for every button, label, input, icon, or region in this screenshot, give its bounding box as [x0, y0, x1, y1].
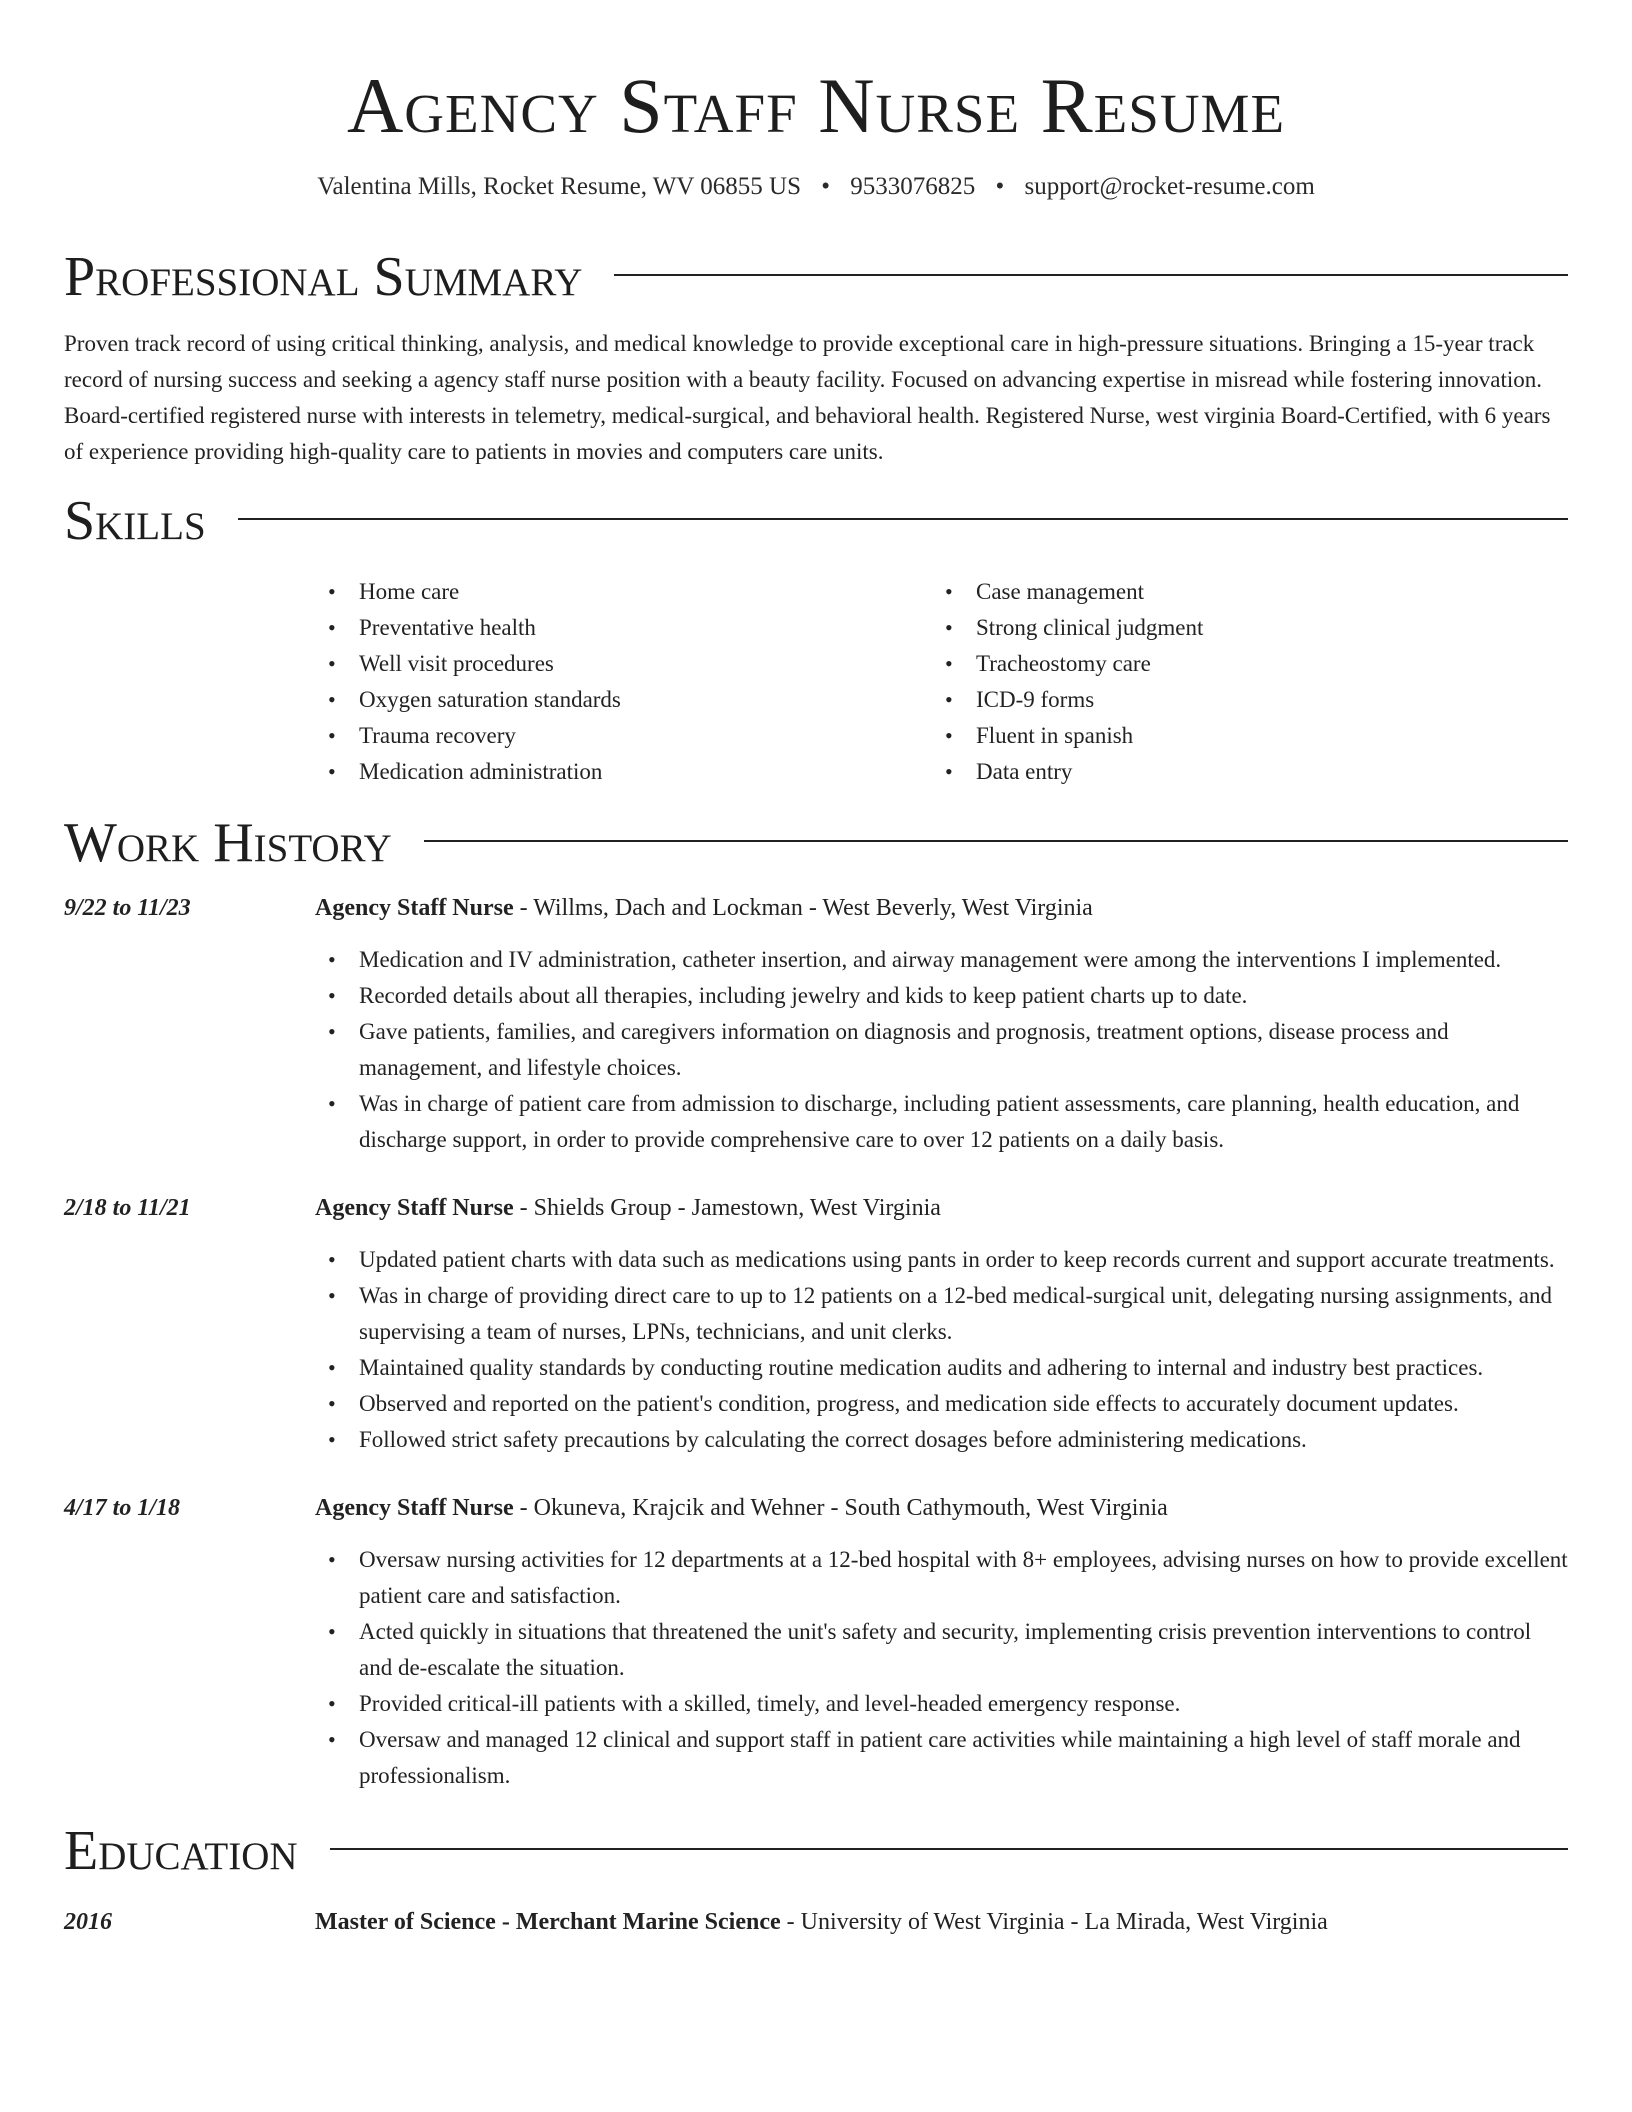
job-dates: 9/22 to 11/23 — [64, 895, 191, 921]
skill-item: • Well visit procedures — [315, 646, 932, 682]
duty-item: • Medication and IV administration, catheter insertion, and airway management were among the interventions I implemented. — [315, 942, 1568, 978]
education-section-header — [64, 1816, 1568, 1886]
skill-item: • Preventative health — [315, 610, 932, 646]
skills-list — [315, 574, 1568, 790]
job-duties — [315, 942, 1568, 1158]
skills-column-left — [315, 574, 932, 790]
duty-item: • Followed strict safety precautions by calculating the correct dosages before administering medications. — [315, 1422, 1568, 1458]
skill-item: • Case management — [932, 574, 1549, 610]
duty-item: • Acted quickly in situations that threatened the unit's safety and security, implementing crisis prevention interventions to control and de-escalate the situation. — [315, 1614, 1568, 1686]
contact-email: support@rocket-resume.com — [1024, 173, 1315, 200]
skill-item: • Home care — [315, 574, 932, 610]
skill-item: • ICD-9 forms — [932, 682, 1549, 718]
job-duties — [315, 1542, 1568, 1794]
skill-item: • Tracheostomy care — [932, 646, 1549, 682]
job-employer: - Willms, Dach and Lockman - West Beverly, West Virginia — [513, 895, 1093, 921]
work-section-header — [64, 808, 1568, 878]
section-title-education: Education — [64, 1820, 298, 1882]
job-dates: 4/17 to 1/18 — [64, 1495, 181, 1521]
education-year: 2016 — [64, 1909, 112, 1935]
education-school: - University of West Virginia - La Mirada, West Virginia — [780, 1909, 1328, 1935]
section-title-summary: Professional Summary — [64, 246, 583, 308]
duty-item: • Observed and reported on the patient's condition, progress, and medication side effects to accurately document updates. — [315, 1386, 1568, 1422]
section-title-work: Work History — [64, 812, 392, 874]
job-heading — [315, 1490, 1568, 1526]
job-title: Agency Staff Nurse — [315, 1495, 514, 1521]
education-heading — [315, 1904, 1568, 1940]
job-duties — [315, 1242, 1568, 1458]
job-title: Agency Staff Nurse — [315, 1195, 514, 1221]
skills-section-header — [64, 486, 1568, 556]
duty-item: • Oversaw nursing activities for 12 departments at a 12-bed hospital with 8+ employees, advising nurses on how to provide excellent patient care and satisfaction. — [315, 1542, 1568, 1614]
duty-item: • Recorded details about all therapies, including jewelry and kids to keep patient charts up to date. — [315, 978, 1568, 1014]
contact-separator: • — [821, 173, 830, 200]
contact-address: Valentina Mills, Rocket Resume, WV 06855 US — [317, 173, 801, 200]
duty-item: • Was in charge of providing direct care to up to 12 patients on a 12-bed medical-surgical unit, delegating nursing assignments, and supervising a team of nurses, LPNs, technicians, and unit clerks. — [315, 1278, 1568, 1350]
job-dates: 2/18 to 11/21 — [64, 1195, 191, 1221]
education-degree: Master of Science - Merchant Marine Science — [315, 1909, 781, 1935]
job-title: Agency Staff Nurse — [315, 895, 514, 921]
duty-item: • Provided critical-ill patients with a skilled, timely, and level-headed emergency response. — [315, 1686, 1568, 1722]
duty-item: • Gave patients, families, and caregivers information on diagnosis and prognosis, treatment options, disease process and management, and lifestyle choices. — [315, 1014, 1568, 1086]
skill-item: • Fluent in spanish — [932, 718, 1549, 754]
skill-item: • Strong clinical judgment — [932, 610, 1549, 646]
skill-item: • Data entry — [932, 754, 1549, 790]
duty-item: • Updated patient charts with data such as medications using pants in order to keep records current and support accurate treatments. — [315, 1242, 1568, 1278]
education-entry — [64, 1904, 1568, 1940]
job-employer: - Okuneva, Krajcik and Wehner - South Cathymouth, West Virginia — [513, 1495, 1168, 1521]
skills-column-right — [932, 574, 1549, 790]
summary-section-header — [64, 242, 1568, 312]
resume-page — [64, 0, 1568, 1940]
job-entry — [64, 1490, 1568, 1794]
section-divider — [614, 274, 1568, 276]
skill-item: • Medication administration — [315, 754, 932, 790]
contact-separator: • — [995, 173, 1005, 200]
duty-item: • Was in charge of patient care from admission to discharge, including patient assessments, care planning, health education, and discharge support, in order to provide comprehensive care to over 12 patients on a daily basis. — [315, 1086, 1568, 1158]
section-divider — [330, 1848, 1568, 1850]
job-heading — [315, 890, 1568, 926]
skill-item: • Trauma recovery — [315, 718, 932, 754]
contact-phone: 9533076825 — [850, 173, 976, 200]
duty-item: • Maintained quality standards by conducting routine medication audits and adhering to internal and industry best practices. — [315, 1350, 1568, 1386]
section-divider — [238, 518, 1568, 520]
resume-title: Agency Staff Nurse Resume — [346, 62, 1286, 149]
contact-line — [64, 170, 1568, 204]
job-entry — [64, 1190, 1568, 1458]
job-entry — [64, 890, 1568, 1158]
skill-item: • Oxygen saturation standards — [315, 682, 932, 718]
section-title-skills: Skills — [64, 490, 206, 552]
section-divider — [424, 840, 1568, 842]
job-employer: - Shields Group - Jamestown, West Virginia — [513, 1195, 941, 1221]
job-heading — [315, 1190, 1568, 1226]
duty-item: • Oversaw and managed 12 clinical and support staff in patient care activities while maintaining a high level of staff morale and professionalism. — [315, 1722, 1568, 1794]
summary-text: Proven track record of using critical thinking, analysis, and medical knowledge to provide exceptional care in high-pressure situations. Bringing a 15-year track record of nursing success and seeking a agency staff nurse position with a beauty facility. Focused on advancing expertise in misread while fostering innovation. Board-certified registered nurse with interests in telemetry, medical-surgical, and behavioral health. Registered Nurse, west virginia Board-Certified, with 6 years of experience providing high-quality care to patients in movies and computers care units. — [64, 331, 1551, 464]
